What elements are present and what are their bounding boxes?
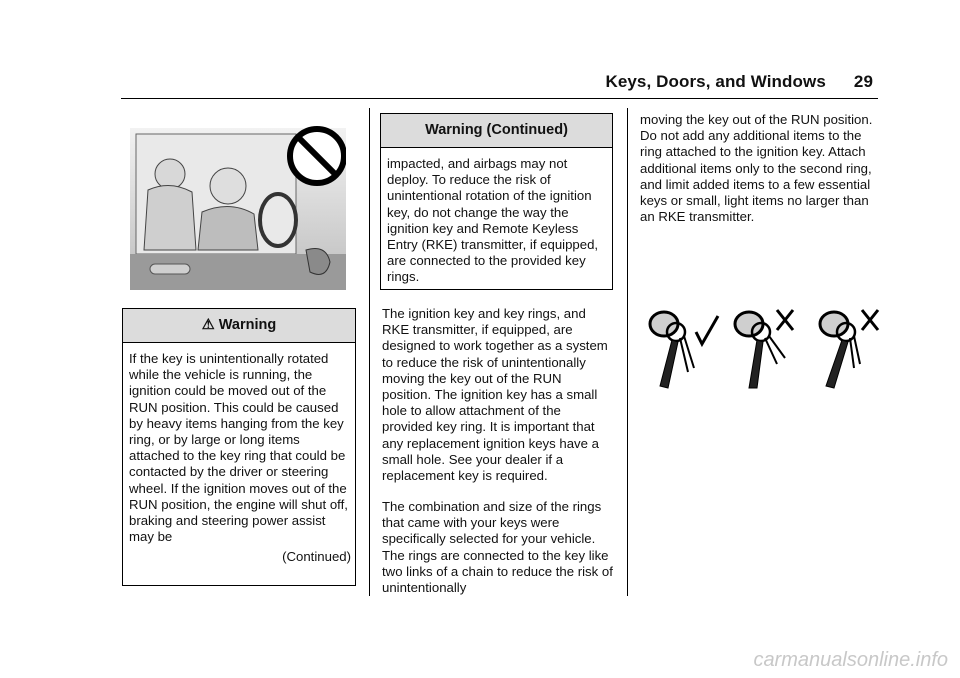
warning-body: If the key is unintentionally rotated while the vehicle is running, the ignition could be moved out of the RUN position. This could be caused by heavy items hanging from the key ring, or by large or long items attached to the key ring that could be contacted by the driver or steering wheel. If the ignition moves out of the RUN position, the engine will shut off, braking and steering power assist may be (129, 351, 348, 545)
key-ring-incorrect-illustration-2 (812, 302, 892, 392)
key-ring-incorrect-illustration-1 (727, 302, 807, 392)
paragraph-ring-combination: The combination and size of the rings that came with your keys were specifically selected for your vehicle. The rings are connected to the key like two links of a chain to reduce the risk of unintentionally (382, 499, 613, 596)
warning-continued-header: Warning (Continued) (381, 114, 612, 148)
warning-box (122, 308, 356, 586)
page-number: 29 (853, 72, 873, 91)
warning-header (123, 309, 355, 343)
continued-label: (Continued) (282, 549, 351, 565)
warning-continued-body: impacted, and airbags may not deploy. To reduce the risk of unintentional rotation of the ignition key, do not change the way the ignition key and Remote Keyless Entry (RKE) transmitter, if equipped, are connected to the provided key rings. (387, 156, 599, 285)
warning-continued-box (380, 113, 613, 290)
watermark: carmanualsonline.info (753, 649, 948, 671)
page-header (605, 72, 873, 92)
child-in-vehicle-illustration (130, 120, 346, 290)
column-divider-1 (369, 108, 370, 596)
key-ring-correct-illustration (642, 302, 722, 392)
section-title: Keys, Doors, and Windows (605, 72, 826, 91)
warning-title: Warning (218, 317, 277, 333)
header-rule (121, 98, 878, 99)
paragraph-additional-items: moving the key out of the RUN position. Do not add any additional items to the ring attached to the ignition key. Attach additional items only to the second ring, and limit added items to a few essential keys or small, light items no larger than an RKE transmitter. (640, 112, 873, 225)
column-divider-2 (627, 108, 628, 596)
warning-triangle-icon: ⚠ (201, 317, 215, 333)
paragraph-key-system: The ignition key and key rings, and RKE transmitter, if equipped, are designed to work together as a system to reduce the risk of unintentionally moving the key out of the RUN position. The ignition key has a small hole to allow attachment of the provided key ring. It is important that any replacement ignition keys have a small hole. See your dealer if a replacement key is required. (382, 306, 608, 484)
